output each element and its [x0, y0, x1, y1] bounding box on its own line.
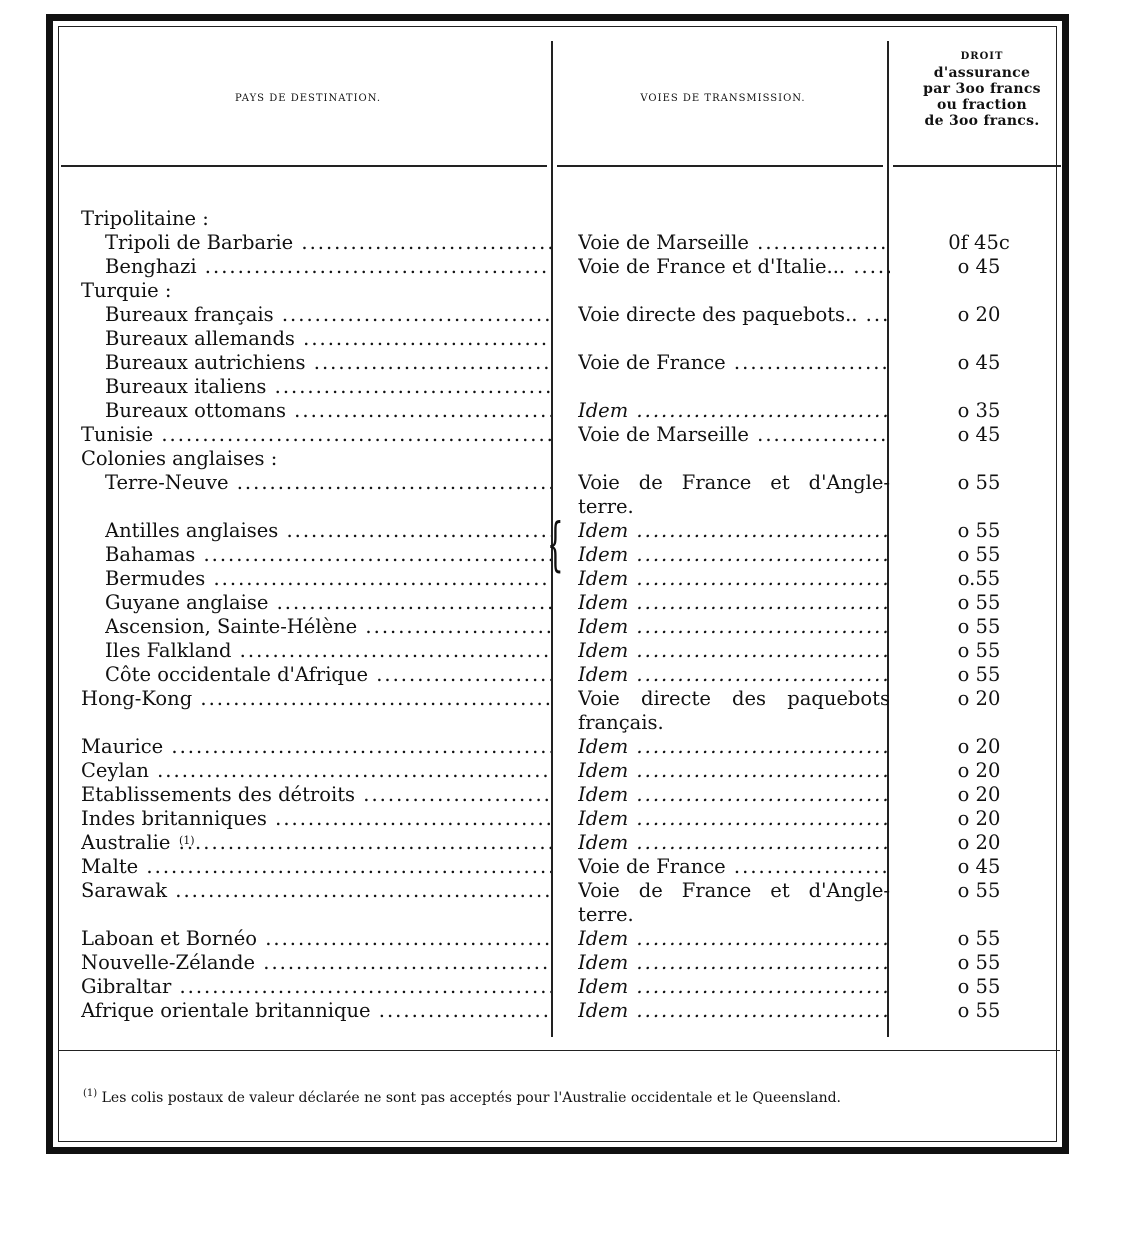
voie-cell: Voie de Marseille ..... [578, 423, 890, 447]
droit-cell: o 20 [957, 735, 1001, 758]
voie-cell: Idem ..... [578, 399, 890, 423]
pays-cell: Ascension, Sainte-Hélène ..... [105, 615, 551, 639]
table-row [59, 639, 1069, 663]
droit-cell: o 55 [957, 615, 1001, 638]
voie-cell: Voie de France et d'Angle- terre. [578, 879, 890, 926]
pays-cell: Afrique orientale britannique ..... [81, 999, 551, 1023]
table-row [59, 807, 1069, 831]
pays-cell: Côte occidentale d'Afrique ..... [105, 663, 551, 687]
droit-cell: o 35 [957, 399, 1001, 422]
voie-cell: Voie de France et d'Italie... ..... [578, 255, 890, 279]
pays-cell: Iles Falkland ..... [105, 639, 551, 663]
droit-cell: o 55 [957, 951, 1001, 974]
voie-cell: Idem ..... [578, 615, 890, 639]
droit-cell: o 20 [957, 687, 1001, 710]
pays-cell: Malte ..... [81, 855, 551, 879]
voie-cell: Voie directe des paquebots.. ..... [578, 303, 890, 327]
pays-cell: Turquie : [81, 279, 172, 302]
pays-cell: Antilles anglaises ..... [105, 519, 551, 543]
droit-cell: o 45 [957, 855, 1001, 878]
droit-cell: o 45 [957, 423, 1001, 446]
pays-cell: Australie ..... [81, 831, 551, 855]
pays-cell: Tripoli de Barbarie ..... [105, 231, 551, 255]
table-row [59, 351, 1069, 375]
pays-cell: Bahamas ..... [105, 543, 551, 567]
table-row [59, 735, 1069, 759]
header-droit-line: DROIT [960, 51, 1004, 62]
table-row [59, 783, 1069, 807]
pays-cell: Maurice ..... [81, 735, 551, 759]
pays-cell: Laboan et Bornéo ..... [81, 927, 551, 951]
pays-cell: Bureaux autrichiens ..... [105, 351, 551, 375]
pays-cell: Tunisie ..... [81, 423, 551, 447]
table-row [59, 447, 1069, 471]
table-row [59, 303, 1069, 327]
table-row [59, 279, 1069, 303]
header-voies: VOIES DE TRANSMISSION. [640, 93, 806, 104]
header-droit [895, 49, 1069, 129]
footnote-marker: (1) [83, 1088, 98, 1099]
table-row [59, 567, 1069, 591]
table-row [59, 615, 1069, 639]
voie-cell: Voie directe des paquebots français. [578, 687, 890, 734]
table-inner-border [58, 26, 1057, 1142]
droit-cell: o 20 [957, 807, 1001, 830]
pays-cell: Ceylan ..... [81, 759, 551, 783]
droit-cell: 0f 45c [948, 231, 1010, 254]
pays-cell: Nouvelle-Zélande ..... [81, 951, 551, 975]
droit-cell: o 20 [957, 303, 1001, 326]
table-row [59, 687, 1069, 735]
droit-cell: o 55 [957, 975, 1001, 998]
pays-cell: Terre-Neuve ..... [105, 471, 551, 495]
footnote-text: Les colis postaux de valeur déclarée ne sont pas acceptés pour l'Australie occidentale et le Queensland. [101, 1090, 842, 1106]
voie-cell: Idem ..... [578, 759, 890, 783]
voie-cell: Idem ..... [578, 567, 890, 591]
pays-cell: Guyane anglaise ..... [105, 591, 551, 615]
droit-cell: o 55 [957, 663, 1001, 686]
voie-cell: Voie de France ..... [578, 855, 890, 879]
pays-cell: Bureaux allemands ..... [105, 327, 551, 351]
pays-cell: Hong-Kong ..... [81, 687, 551, 711]
voie-cell: Idem ..... [578, 831, 890, 855]
header-droit-line: par 3oo francs [923, 81, 1041, 97]
table-row [59, 375, 1069, 399]
table-row [59, 759, 1069, 783]
pays-cell: Tripolitaine : [81, 207, 209, 230]
pays-cell: Gibraltar ..... [81, 975, 551, 999]
table-row [59, 327, 1069, 351]
pays-cell: Bermudes ..... [105, 567, 551, 591]
voie-cell: Voie de France ..... [578, 351, 890, 375]
pays-cell: Bureaux ottomans ..... [105, 399, 551, 423]
brace-glyph: { [547, 510, 564, 578]
droit-cell: o 20 [957, 783, 1001, 806]
table-row [59, 231, 1069, 255]
droit-cell: o 55 [957, 999, 1001, 1022]
pays-cell: Colonies anglaises : [81, 447, 278, 470]
voie-cell: Idem ..... [578, 543, 890, 567]
droit-cell: o 55 [957, 543, 1001, 566]
droit-cell: o 45 [957, 255, 1001, 278]
voie-cell: Idem ..... [578, 975, 890, 999]
header-droit-line: de 3oo francs. [924, 113, 1040, 129]
table-row [59, 831, 1069, 855]
table-row [59, 399, 1069, 423]
voie-cell: Idem ..... [578, 783, 890, 807]
pays-cell: Sarawak ..... [81, 879, 551, 903]
table-row [59, 423, 1069, 447]
table-row [59, 471, 1069, 519]
table-row [59, 519, 1069, 543]
table-row [59, 927, 1069, 951]
voie-cell: Idem ..... [578, 519, 890, 543]
voie-cell: Idem ..... [578, 927, 890, 951]
droit-cell: o 55 [957, 639, 1001, 662]
droit-cell: o 45 [957, 351, 1001, 374]
voie-cell: Idem ..... [578, 951, 890, 975]
footnote-rule [59, 1050, 1060, 1051]
droit-cell: o 55 [957, 471, 1001, 494]
table-row [59, 255, 1069, 279]
table-row [59, 591, 1069, 615]
table-row [59, 543, 1069, 567]
table-body [59, 207, 1069, 1023]
table-row [59, 975, 1069, 999]
table-row [59, 663, 1069, 687]
table-row [59, 207, 1069, 231]
table-row [59, 951, 1069, 975]
droit-cell: o 55 [957, 519, 1001, 542]
droit-cell: o 55 [957, 879, 1001, 902]
header-pays: PAYS DE DESTINATION. [234, 93, 382, 104]
table-frame [46, 14, 1069, 1154]
header-rule-3 [893, 165, 1061, 167]
voie-cell: Idem ..... [578, 735, 890, 759]
header-droit-line: ou fraction [937, 97, 1027, 113]
voie-cell: Idem ..... [578, 999, 890, 1023]
table-row [59, 855, 1069, 879]
voie-cell: Voie de Marseille ..... [578, 231, 890, 255]
droit-cell: o 55 [957, 591, 1001, 614]
pays-cell: Bureaux italiens ..... [105, 375, 551, 399]
droit-cell: o 20 [957, 759, 1001, 782]
footnote [83, 1085, 1043, 1107]
pays-cell: Benghazi ..... [105, 255, 551, 279]
droit-cell: o 20 [957, 831, 1001, 854]
pays-cell: Bureaux français ..... [105, 303, 551, 327]
table-row [59, 879, 1069, 927]
voie-cell: Idem ..... [578, 807, 890, 831]
voie-cell: Voie de France et d'Angle- terre. [578, 471, 890, 518]
header-rule-1 [61, 165, 547, 167]
droit-cell: o.55 [957, 567, 1001, 590]
voie-cell: Idem ..... [578, 639, 890, 663]
footnote-reference: (1) [179, 834, 195, 847]
droit-cell: o 55 [957, 927, 1001, 950]
voie-cell: Idem ..... [578, 663, 890, 687]
pays-cell: Indes britanniques ..... [81, 807, 551, 831]
pays-cell: Etablissements des détroits ..... [81, 783, 551, 807]
header-rule-2 [557, 165, 883, 167]
header-droit-line: d'assurance [933, 65, 1031, 81]
table-row [59, 999, 1069, 1023]
voie-cell: Idem ..... [578, 591, 890, 615]
